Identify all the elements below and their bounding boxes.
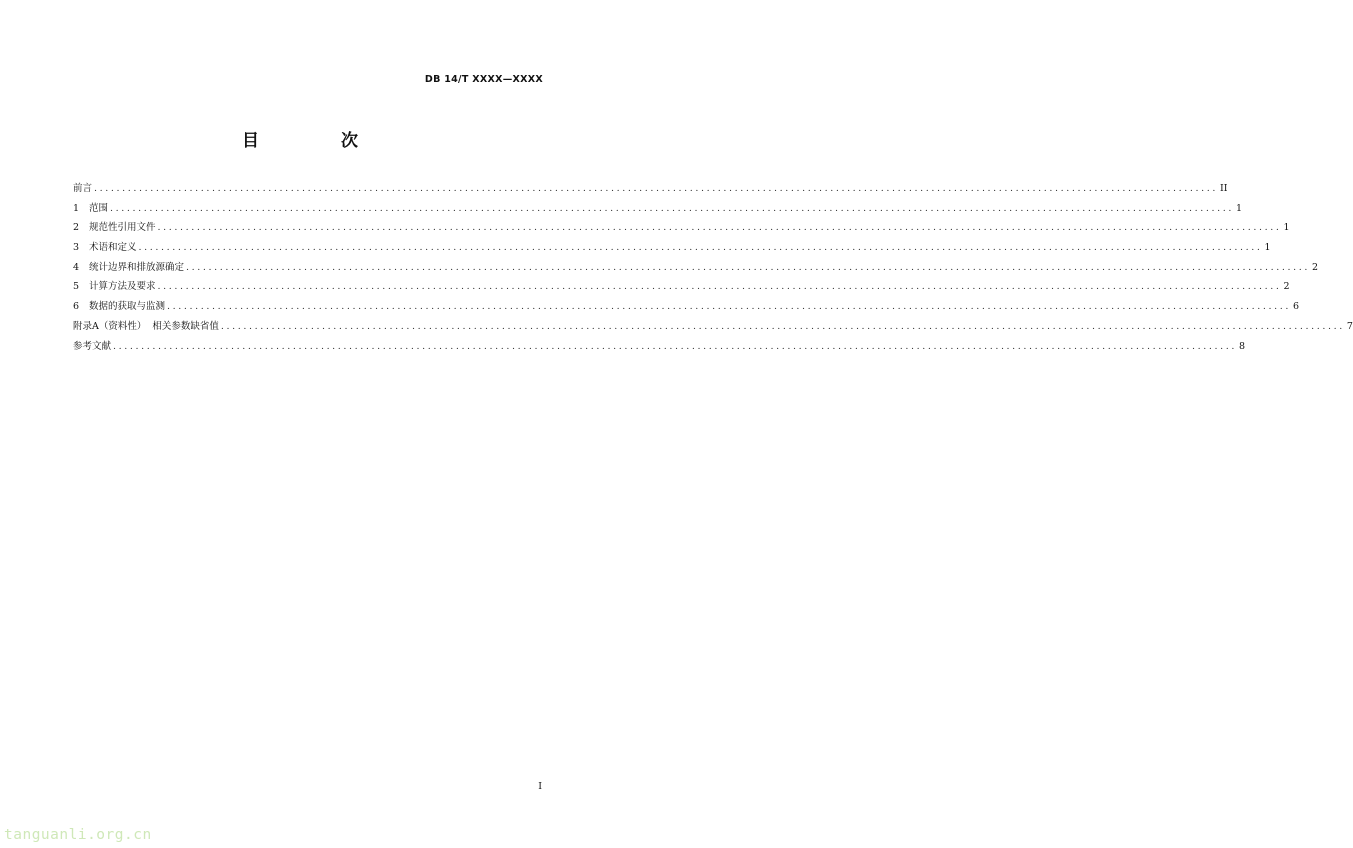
page-title: 目 次 — [242, 131, 396, 151]
toc-page-number: 7 — [1346, 320, 1353, 332]
toc-leader-dots: ........................................................................................................................................................................................................ — [157, 222, 1282, 234]
toc-item-scope[interactable] — [73, 199, 1243, 219]
toc-label: 统计边界和排放源确定 — [89, 261, 185, 273]
toc-page-number: II — [1219, 183, 1228, 194]
toc-leader-dots: ........................................................................................................................................................................................................ — [157, 281, 1282, 293]
toc-leader-dots: ........................................................................................................................................................................................................ — [110, 202, 1234, 214]
toc-label: 范围 — [89, 202, 109, 214]
toc-item-bibliography[interactable] — [73, 337, 1246, 357]
toc-leader-dots: ........................................................................................................................................................................................................ — [138, 242, 1263, 254]
toc-item-terms-definitions[interactable] — [73, 238, 1271, 258]
toc-page-number: 2 — [1283, 281, 1290, 293]
toc-leader-dots: ........................................................................................................................................................................................................ — [186, 261, 1310, 273]
toc-page-number: 8 — [1238, 340, 1246, 352]
toc-label: 术语和定义 — [89, 242, 137, 254]
toc-label: 附录A（资料性） 相关参数缺省值 — [73, 320, 219, 332]
toc-section-number: 5 — [73, 281, 80, 293]
toc-leader-dots: ........................................................................................................................................................................................................ — [113, 340, 1237, 352]
toc-item-normative-references[interactable] — [73, 218, 1290, 238]
toc-label: 参考文献 — [73, 340, 112, 352]
toc-item-foreword[interactable] — [73, 179, 1228, 199]
toc-section-number: 4 — [73, 261, 80, 273]
toc-page-number: 1 — [1235, 202, 1243, 214]
toc-page-number: 2 — [1311, 261, 1319, 273]
toc-leader-dots: ........................................................................................................................................................................................................ — [94, 183, 1218, 194]
toc-section-number: 3 — [73, 242, 80, 254]
page-number: I — [538, 781, 542, 792]
toc-section-number: 2 — [73, 222, 80, 234]
toc-item-appendix-a[interactable] — [73, 317, 1353, 337]
toc-label: 计算方法及要求 — [89, 281, 156, 293]
toc-item-boundary-sources[interactable] — [73, 258, 1319, 278]
toc-page-number: 1 — [1283, 222, 1290, 234]
toc-item-calculation-methods[interactable] — [73, 277, 1290, 297]
watermark: tanguanli.org.cn — [4, 827, 152, 843]
toc-item-data-monitoring[interactable] — [73, 297, 1300, 317]
toc-page-number: 1 — [1264, 242, 1271, 254]
toc-label: 前言 — [73, 183, 93, 194]
toc-page-number: 6 — [1292, 301, 1300, 313]
toc-section-number: 1 — [73, 202, 80, 214]
toc-section-number: 6 — [73, 301, 80, 313]
toc-leader-dots: ........................................................................................................................................................................................................ — [220, 320, 1345, 332]
toc-label: 规范性引用文件 — [89, 222, 156, 234]
toc-label: 数据的获取与监测 — [89, 301, 166, 313]
toc-leader-dots: ........................................................................................................................................................................................................ — [167, 301, 1291, 313]
table-of-contents — [73, 179, 1353, 356]
document-code: DB 14/T XXXX—XXXX — [424, 74, 543, 85]
